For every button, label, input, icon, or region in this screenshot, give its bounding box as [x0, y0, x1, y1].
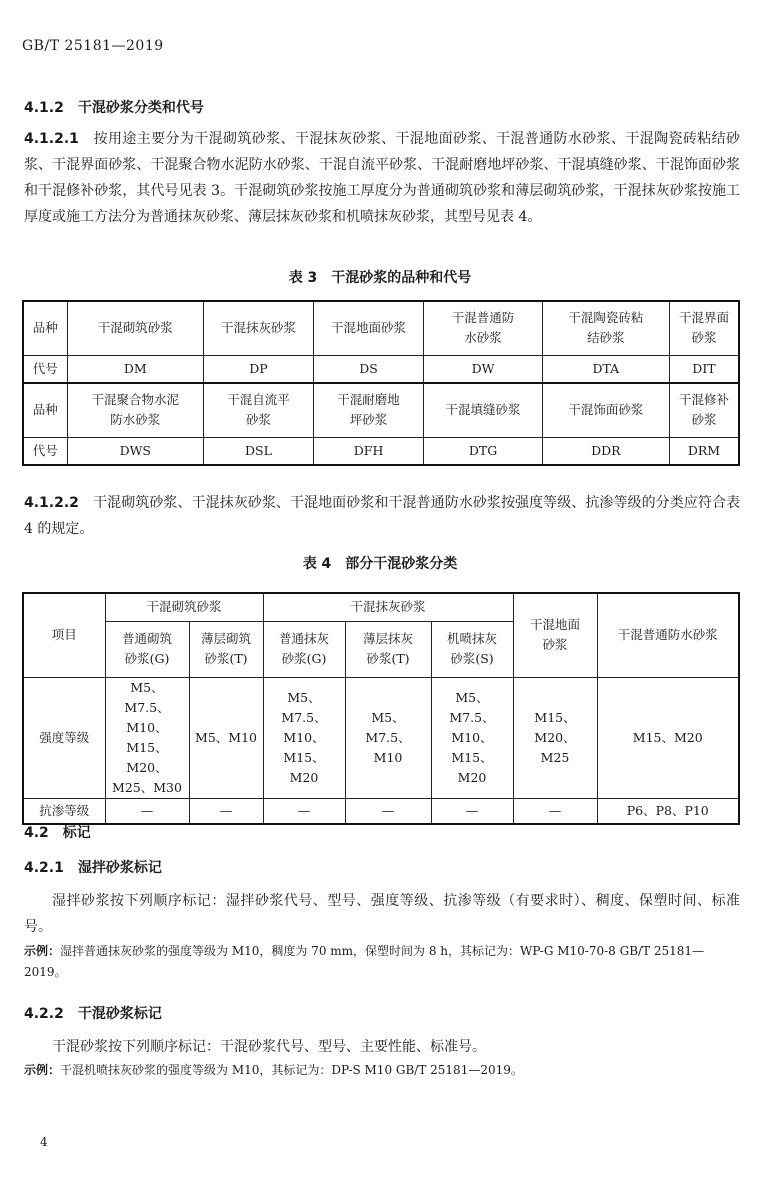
table-cell: 干混修补砂浆 — [669, 383, 739, 437]
table-cell: 干混界面砂浆 — [669, 301, 739, 355]
table-header-cell: 干混抹灰砂浆 — [263, 593, 513, 621]
table-cell: 干混普通防水砂浆 — [424, 301, 542, 355]
clause-number: 4.1.2.2 — [24, 495, 79, 511]
table-cell: — — [263, 798, 345, 824]
paragraph-4-1-2-1 — [24, 126, 740, 230]
table-row — [23, 355, 739, 383]
table-cell: DTG — [424, 437, 542, 465]
table-cell: 品种 — [23, 383, 67, 437]
page-number: 4 — [40, 1135, 48, 1149]
paragraph-4-2-1: 湿拌砂浆按下列顺序标记：湿拌砂浆代号、型号、强度等级、抗渗等级（有要求时）、稠度、保塑时间、标准号。 — [24, 893, 740, 935]
table-header-cell: 普通抹灰砂浆(G) — [263, 621, 345, 677]
table-cell: — — [431, 798, 513, 824]
table-header-cell: 项目 — [23, 593, 105, 677]
table-cell: M5、M7.5、M10、M15、M20 — [431, 677, 513, 798]
table-cell: M5、M7.5、M10、M15、M20、M25、M30 — [105, 677, 189, 798]
table-cell: 干混地面砂浆 — [313, 301, 423, 355]
table-cell: 代号 — [23, 355, 67, 383]
table-cell: DIT — [669, 355, 739, 383]
table-cell: 抗渗等级 — [23, 798, 105, 824]
table-3-caption: 表 3 干混砂浆的品种和代号 — [288, 270, 472, 286]
table-cell: M15、M20 — [597, 677, 739, 798]
table-cell: DP — [204, 355, 314, 383]
table-cell: DW — [424, 355, 542, 383]
example-2 — [24, 1060, 740, 1081]
table-4 — [22, 592, 740, 825]
table-header-cell: 干混普通防水砂浆 — [597, 593, 739, 677]
table-cell: — — [189, 798, 263, 824]
table-row — [23, 593, 739, 621]
table-cell: 干混自流平砂浆 — [204, 383, 314, 437]
table-header-cell: 机喷抹灰砂浆(S) — [431, 621, 513, 677]
table-4-caption: 表 4 部分干混砂浆分类 — [302, 556, 458, 572]
table-cell: P6、P8、P10 — [597, 798, 739, 824]
table-row — [23, 798, 739, 824]
document-header: GB/T 25181—2019 — [22, 38, 164, 54]
table-cell: 干混耐磨地坪砂浆 — [313, 383, 423, 437]
table-header-cell: 薄层抹灰砂浆(T) — [345, 621, 431, 677]
clause-number: 4.1.2.1 — [24, 131, 79, 147]
table-cell: M5、M10 — [189, 677, 263, 798]
table-cell: DWS — [67, 437, 204, 465]
section-heading-4-2-1: 4.2.1 湿拌砂浆标记 — [24, 860, 162, 876]
table-header-cell: 干混地面砂浆 — [513, 593, 597, 677]
table-cell: DS — [313, 355, 423, 383]
table-cell: — — [345, 798, 431, 824]
example-label: 示例： — [24, 1063, 61, 1077]
paragraph-text: 干混砌筑砂浆、干混抹灰砂浆、干混地面砂浆和干混普通防水砂浆按强度等级、抗渗等级的分类应符合表 4 的规定。 — [24, 495, 741, 537]
table-header-cell: 普通砌筑砂浆(G) — [105, 621, 189, 677]
table-cell: M15、M20、M25 — [513, 677, 597, 798]
table-cell: DM — [67, 355, 204, 383]
example-text: 湿拌普通抹灰砂浆的强度等级为 M10，稠度为 70 mm，保塑时间为 8 h，其标记为：WP-G M10-70-8 GB/T 25181—2019。 — [24, 944, 705, 979]
table-header-cell: 干混砌筑砂浆 — [105, 593, 263, 621]
table-cell: — — [513, 798, 597, 824]
table-cell: 干混陶瓷砖粘结砂浆 — [542, 301, 669, 355]
table-cell: — — [105, 798, 189, 824]
table-cell: 干混填缝砂浆 — [424, 383, 542, 437]
section-heading-4-2: 4.2 标记 — [24, 825, 91, 841]
section-heading-4-2-2: 4.2.2 干混砂浆标记 — [24, 1006, 162, 1022]
table-cell: 强度等级 — [23, 677, 105, 798]
table-cell: 干混抹灰砂浆 — [204, 301, 314, 355]
table-cell: DSL — [204, 437, 314, 465]
table-cell: 品种 — [23, 301, 67, 355]
table-cell: DTA — [542, 355, 669, 383]
table-cell: 干混饰面砂浆 — [542, 383, 669, 437]
table-row — [23, 437, 739, 465]
table-cell: M5、M7.5、M10 — [345, 677, 431, 798]
table-row — [23, 383, 739, 437]
table-cell: 干混砌筑砂浆 — [67, 301, 204, 355]
example-text: 干混机喷抹灰砂浆的强度等级为 M10，其标记为：DP-S M10 GB/T 25181—2019。 — [60, 1063, 523, 1077]
paragraph-4-2-2: 干混砂浆按下列顺序标记：干混砂浆代号、型号、主要性能、标准号。 — [52, 1039, 486, 1055]
paragraph-4-1-2-2 — [24, 490, 740, 542]
example-label: 示例： — [24, 944, 61, 958]
section-heading-4-1-2: 4.1.2 干混砂浆分类和代号 — [24, 100, 204, 116]
table-row — [23, 677, 739, 798]
table-cell: DRM — [669, 437, 739, 465]
example-1 — [24, 941, 740, 983]
table-cell: DFH — [313, 437, 423, 465]
paragraph-text: 按用途主要分为干混砌筑砂浆、干混抹灰砂浆、干混地面砂浆、干混普通防水砂浆、干混陶瓷砖粘结砂浆、干混界面砂浆、干混聚合物水泥防水砂浆、干混自流平砂浆、干混耐磨地坪砂浆、干混填缝砂浆、干混饰面砂浆和干混修补砂浆，其代号见表 3。干混砌筑砂浆按施工厚度分为普通砌筑砂浆和薄层砌筑砂浆，干混抹灰砂浆按施工厚度或施工方法分为普通抹灰砂浆、薄层抹灰砂浆和机喷抹灰砂浆，其型号见表 4。 — [24, 131, 741, 225]
table-row — [23, 301, 739, 355]
table-cell: 干混聚合物水泥防水砂浆 — [67, 383, 204, 437]
table-header-cell: 薄层砌筑砂浆(T) — [189, 621, 263, 677]
table-cell: 代号 — [23, 437, 67, 465]
table-cell: M5、M7.5、M10、M15、M20 — [263, 677, 345, 798]
table-3 — [22, 300, 740, 466]
table-cell: DDR — [542, 437, 669, 465]
